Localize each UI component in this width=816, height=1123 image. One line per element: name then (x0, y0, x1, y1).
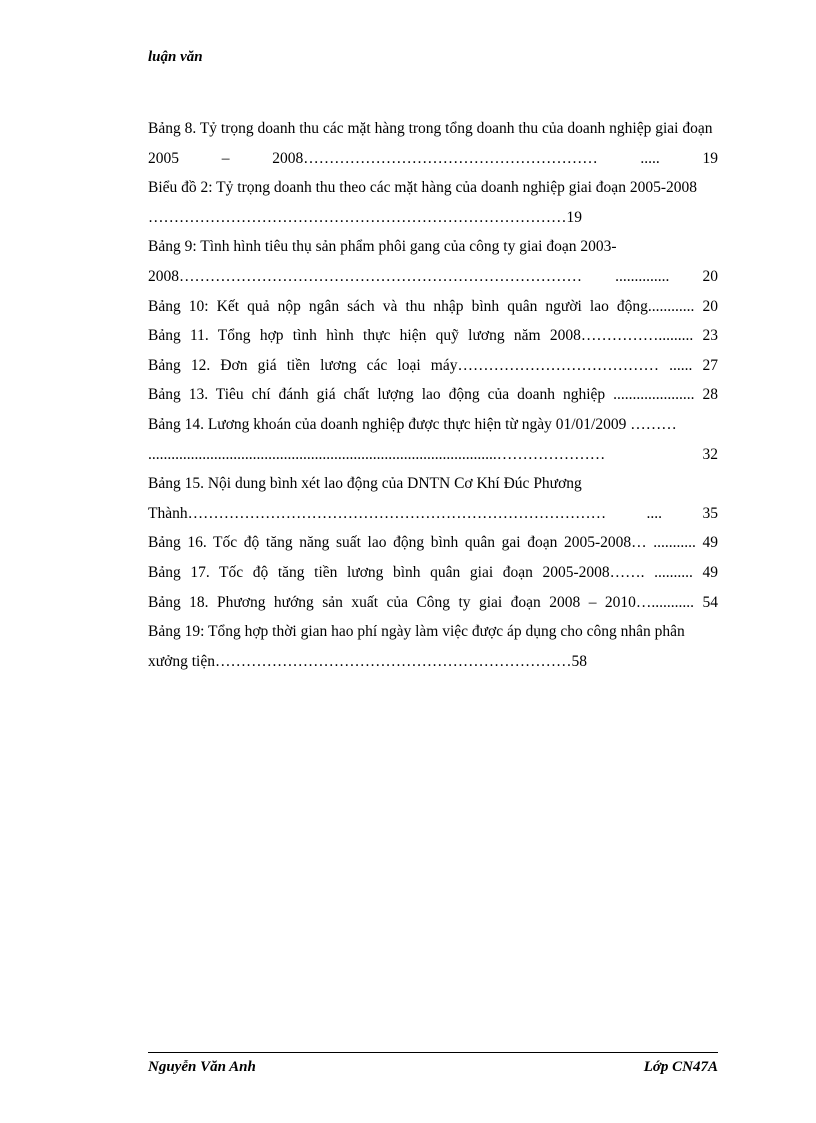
footer-class-label: Lớp CN47A (643, 1059, 718, 1075)
toc-entry-bang-10[interactable]: Bảng 10: Kết quả nộp ngân sách và thu nhập bình quân người lao động............ 20 (148, 297, 718, 315)
toc-entry-bang-13[interactable]: Bảng 13. Tiêu chí đánh giá chất lượng lao động của doanh nghiệp ..................... 28 (148, 386, 718, 404)
toc-entry-bang-19[interactable]: Bảng 19: Tổng hợp thời gian hao phí ngày làm việc được áp dụng cho công nhân phân xưởng tiện……………………………………………………………58 (148, 623, 685, 670)
table-of-figures (148, 114, 718, 676)
footer-author: Nguyễn Văn Anh (148, 1059, 256, 1075)
toc-entry-bieu-do-2[interactable]: Biểu đồ 2: Tỷ trọng doanh thu theo các mặt hàng của doanh nghiệp giai đoạn 2005-2008 ………………………………………………………………………19 (148, 179, 697, 226)
header-title: luận văn (148, 49, 203, 65)
toc-entry-bang-12[interactable]: Bảng 12. Đơn giá tiền lương các loại máy………………………………… ...... 27 (148, 356, 718, 374)
toc-entry-bang-9[interactable]: Bảng 9: Tình hình tiêu thụ sản phẩm phôi gang của công ty giai đoạn 2003-2008…………………………………………………………………… .............. 20 (148, 238, 718, 285)
toc-entry-bang-11[interactable]: Bảng 11. Tổng hợp tình hình thực hiện quỹ lương năm 2008……………......... 23 (148, 327, 718, 345)
page-footer (148, 1052, 718, 1076)
toc-entry-bang-14[interactable]: Bảng 14. Lương khoán của doanh nghiệp được thực hiện từ ngày 01/01/2009 ……… ..........................................................................................………………… 32 (148, 415, 718, 463)
toc-entry-bang-15[interactable]: Bảng 15. Nội dung bình xét lao động của DNTN Cơ Khí Đúc Phương Thành……………………………………………………………………… .... 35 (148, 475, 718, 522)
toc-entry-bang-8[interactable]: Bảng 8. Tỷ trọng doanh thu các mặt hàng trong tổng doanh thu của doanh nghiệp giai đoạn 2005 – 2008………………………………………………… ..... 19 (148, 120, 718, 167)
toc-entry-bang-18[interactable]: Bảng 18. Phương hướng sản xuất của Công ty giai đoạn 2008 – 2010…........... 54 (148, 593, 718, 611)
toc-entry-bang-16[interactable]: Bảng 16. Tốc độ tăng năng suất lao động bình quân gai đoạn 2005-2008… ........... 49 (148, 534, 718, 552)
toc-entry-bang-17[interactable]: Bảng 17. Tốc độ tăng tiền lương bình quân giai đoạn 2005-2008……. .......... 49 (148, 563, 718, 581)
